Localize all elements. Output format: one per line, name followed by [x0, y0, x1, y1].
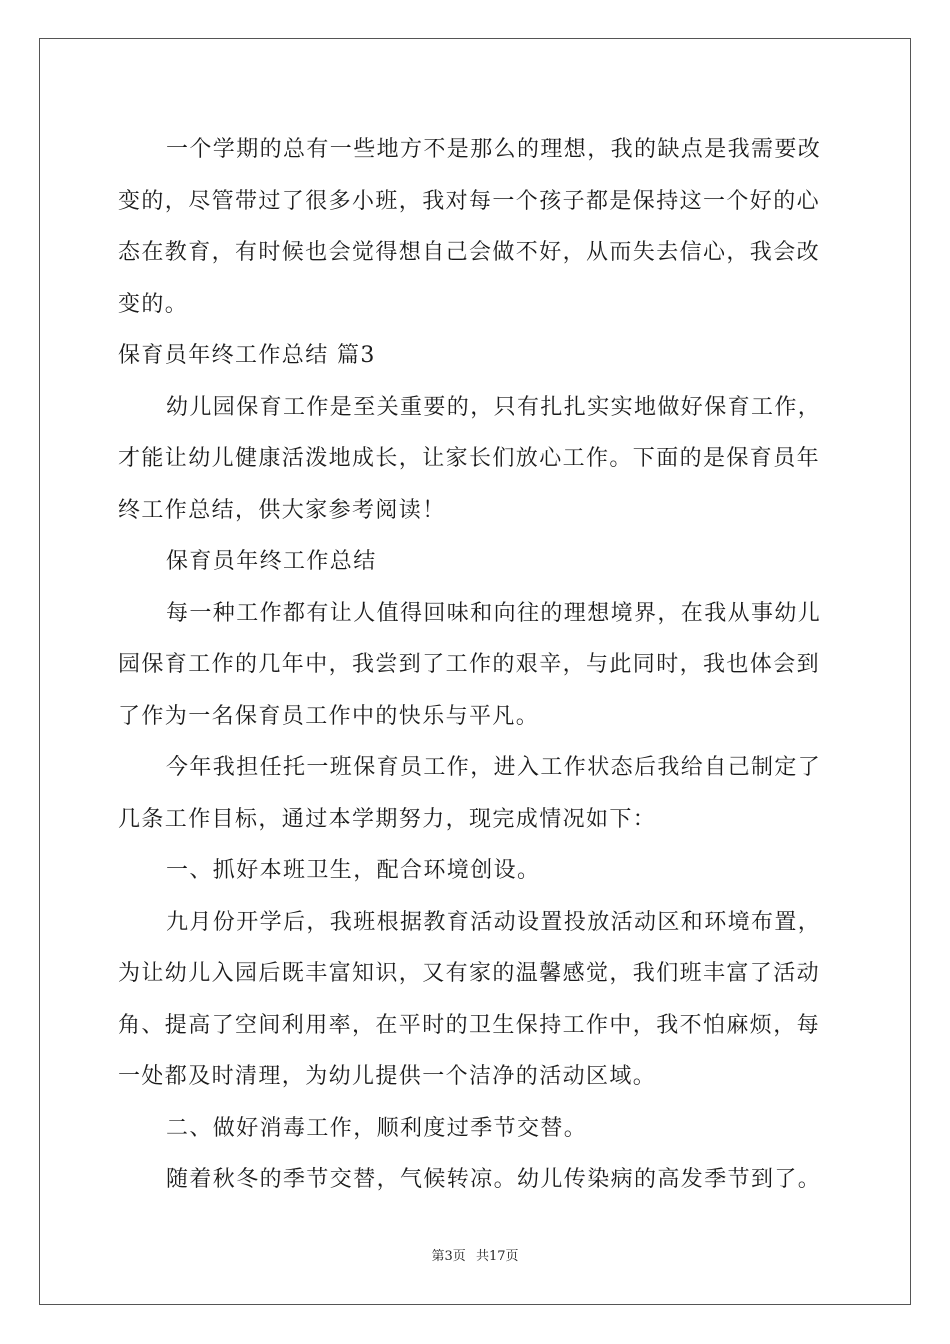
text-line: 随着秋冬的季节交替，气候转凉。幼儿传染病的高发季节到了。 — [166, 1167, 822, 1192]
text-line: 园保育工作的几年中，我尝到了工作的艰辛，与此同时，我也体会到 — [118, 652, 821, 677]
text-line: 角、提高了空间利用率，在平时的卫生保持工作中，我不怕麻烦，每 — [118, 1012, 821, 1038]
document-body — [118, 129, 834, 1211]
text-line: 终工作总结，供大家参考阅读！ — [118, 497, 446, 523]
text-line: 保育员年终工作总结 — [166, 549, 377, 574]
text-line: 幼儿园保育工作是至关重要的，只有扎扎实实地做好保育工作， — [166, 394, 822, 420]
text-line: 一、抓好本班卫生，配合环境创设。 — [166, 858, 541, 883]
text-line: 变的，尽管带过了很多小班，我对每一个孩子都是保持这一个好的心 — [118, 188, 821, 214]
text-line: 九月份开学后，我班根据教育活动设置投放活动区和环境布置， — [166, 909, 822, 935]
text-line: 二、做好消毒工作，顺利度过季节交替。 — [166, 1115, 588, 1141]
text-line: 为让幼儿入园后既丰富知识，又有家的温馨感觉，我们班丰富了活动 — [118, 961, 821, 986]
text-line: 了作为一名保育员工作中的快乐与平凡。 — [118, 703, 540, 729]
page-footer — [0, 1245, 950, 1264]
text-line: 一个学期的总有一些地方不是那么的理想，我的缺点是我需要改 — [166, 137, 822, 162]
total-pages: 共17页 — [475, 1249, 519, 1264]
text-line: 变的。 — [118, 291, 189, 317]
text-line: 才能让幼儿健康活泼地成长，让家长们放心工作。下面的是保育员年 — [118, 446, 821, 471]
text-line: 态在教育，有时候也会觉得想自己会做不好，从而失去信心，我会改 — [118, 240, 821, 265]
text-line: 今年我担任托一班保育员工作，进入工作状态后我给自己制定了 — [166, 755, 822, 780]
page-number: 第3页 — [431, 1249, 466, 1264]
text-line: 保育员年终工作总结 篇3 — [118, 343, 376, 368]
text-line: 每一种工作都有让人值得回味和向往的理想境界，在我从事幼儿 — [166, 600, 822, 626]
text-line: 一处都及时清理，为幼儿提供一个洁净的活动区域。 — [118, 1064, 657, 1089]
text-line: 几条工作目标，通过本学期努力，现完成情况如下： — [118, 806, 657, 832]
